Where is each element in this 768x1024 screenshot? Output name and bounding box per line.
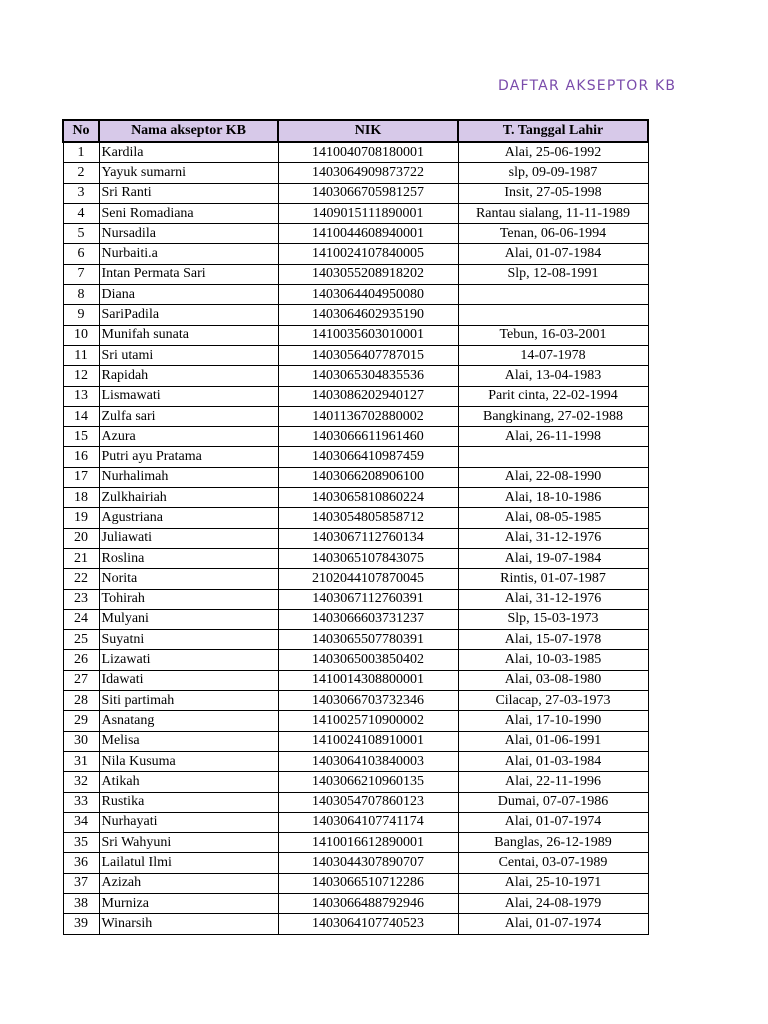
cell-tanggal-lahir — [458, 305, 648, 325]
cell-tanggal-lahir: Tebun, 16-03-2001 — [458, 325, 648, 345]
akseptor-table — [62, 119, 649, 935]
cell-tanggal-lahir: Alai, 15-07-1978 — [458, 630, 648, 650]
table-row — [63, 488, 648, 508]
cell-tanggal-lahir: 14-07-1978 — [458, 345, 648, 365]
cell-nik: 1403066410987459 — [278, 447, 458, 467]
cell-nik: 1403067112760134 — [278, 528, 458, 548]
cell-nik: 1403067112760391 — [278, 589, 458, 609]
cell-no: 26 — [63, 650, 99, 670]
cell-tanggal-lahir: Alai, 31-12-1976 — [458, 528, 648, 548]
cell-nama: Asnatang — [99, 711, 278, 731]
table-row — [63, 386, 648, 406]
cell-nama: Winarsih — [99, 914, 278, 934]
table-row — [63, 203, 648, 223]
cell-no: 38 — [63, 893, 99, 913]
cell-nik: 1403066603731237 — [278, 609, 458, 629]
cell-tanggal-lahir: Alai, 13-04-1983 — [458, 366, 648, 386]
cell-tanggal-lahir: Alai, 25-10-1971 — [458, 873, 648, 893]
table-row — [63, 142, 648, 163]
cell-no: 28 — [63, 691, 99, 711]
cell-nik: 1403064404950080 — [278, 285, 458, 305]
cell-nik: 1403066208906100 — [278, 467, 458, 487]
table-row — [63, 366, 648, 386]
cell-no: 9 — [63, 305, 99, 325]
table-row — [63, 569, 648, 589]
cell-nik: 1403064909873722 — [278, 163, 458, 183]
cell-nik: 1403065003850402 — [278, 650, 458, 670]
table-row — [63, 812, 648, 832]
cell-tanggal-lahir: Slp, 15-03-1973 — [458, 609, 648, 629]
cell-nama: Zulkhairiah — [99, 488, 278, 508]
cell-nama: Sri Ranti — [99, 183, 278, 203]
cell-no: 19 — [63, 508, 99, 528]
cell-tanggal-lahir: Parit cinta, 22-02-1994 — [458, 386, 648, 406]
cell-no: 16 — [63, 447, 99, 467]
table-row — [63, 548, 648, 568]
cell-tanggal-lahir: Alai, 24-08-1979 — [458, 893, 648, 913]
cell-no: 27 — [63, 670, 99, 690]
cell-nama: Atikah — [99, 772, 278, 792]
cell-no: 14 — [63, 406, 99, 426]
cell-no: 5 — [63, 224, 99, 244]
table-body — [63, 142, 648, 934]
cell-tanggal-lahir: Bangkinang, 27-02-1988 — [458, 406, 648, 426]
cell-tanggal-lahir — [458, 447, 648, 467]
cell-no: 20 — [63, 528, 99, 548]
table-row — [63, 325, 648, 345]
table-row — [63, 163, 648, 183]
table-row — [63, 853, 648, 873]
cell-nik: 1403065107843075 — [278, 548, 458, 568]
cell-nik: 2102044107870045 — [278, 569, 458, 589]
cell-nik: 1403054707860123 — [278, 792, 458, 812]
cell-tanggal-lahir: Alai, 22-08-1990 — [458, 467, 648, 487]
cell-no: 37 — [63, 873, 99, 893]
cell-tanggal-lahir: Dumai, 07-07-1986 — [458, 792, 648, 812]
cell-nama: Azura — [99, 427, 278, 447]
cell-nik: 1403086202940127 — [278, 386, 458, 406]
cell-no: 18 — [63, 488, 99, 508]
cell-nama: Zulfa sari — [99, 406, 278, 426]
cell-tanggal-lahir: Rintis, 01-07-1987 — [458, 569, 648, 589]
table-row — [63, 305, 648, 325]
cell-nama: Lizawati — [99, 650, 278, 670]
cell-no: 32 — [63, 772, 99, 792]
cell-tanggal-lahir: Alai, 01-07-1974 — [458, 914, 648, 934]
table-row — [63, 751, 648, 771]
cell-no: 13 — [63, 386, 99, 406]
cell-tanggal-lahir: Insit, 27-05-1998 — [458, 183, 648, 203]
table-row — [63, 873, 648, 893]
cell-no: 30 — [63, 731, 99, 751]
cell-nik: 1403056407787015 — [278, 345, 458, 365]
cell-nama: Nursadila — [99, 224, 278, 244]
table-row — [63, 528, 648, 548]
cell-nama: Intan Permata Sari — [99, 264, 278, 284]
cell-nama: Munifah sunata — [99, 325, 278, 345]
table-row — [63, 427, 648, 447]
cell-tanggal-lahir — [458, 285, 648, 305]
cell-nama: Azizah — [99, 873, 278, 893]
cell-no: 33 — [63, 792, 99, 812]
cell-nik: 1410014308800001 — [278, 670, 458, 690]
cell-nik: 1403065507780391 — [278, 630, 458, 650]
cell-nama: Sri utami — [99, 345, 278, 365]
cell-nama: Mulyani — [99, 609, 278, 629]
table-row — [63, 711, 648, 731]
cell-no: 34 — [63, 812, 99, 832]
cell-no: 31 — [63, 751, 99, 771]
cell-nik: 1403065810860224 — [278, 488, 458, 508]
cell-tanggal-lahir: Alai, 01-07-1974 — [458, 812, 648, 832]
cell-nama: Seni Romadiana — [99, 203, 278, 223]
cell-nik: 1410035603010001 — [278, 325, 458, 345]
cell-nik: 1403064107741174 — [278, 812, 458, 832]
table-row — [63, 650, 648, 670]
table-row — [63, 285, 648, 305]
cell-tanggal-lahir: Slp, 12-08-1991 — [458, 264, 648, 284]
cell-no: 17 — [63, 467, 99, 487]
table-row — [63, 792, 648, 812]
cell-tanggal-lahir: Tenan, 06-06-1994 — [458, 224, 648, 244]
cell-nama: Nurhalimah — [99, 467, 278, 487]
cell-no: 6 — [63, 244, 99, 264]
cell-tanggal-lahir: Alai, 31-12-1976 — [458, 589, 648, 609]
cell-no: 1 — [63, 142, 99, 163]
table-header-row — [63, 120, 648, 142]
cell-tanggal-lahir: Alai, 17-10-1990 — [458, 711, 648, 731]
cell-tanggal-lahir: Alai, 18-10-1986 — [458, 488, 648, 508]
cell-nik: 1403066488792946 — [278, 893, 458, 913]
cell-nik: 1410025710900002 — [278, 711, 458, 731]
cell-no: 8 — [63, 285, 99, 305]
cell-nama: Siti partimah — [99, 691, 278, 711]
cell-tanggal-lahir: Alai, 19-07-1984 — [458, 548, 648, 568]
table-row — [63, 447, 648, 467]
cell-no: 36 — [63, 853, 99, 873]
table-row — [63, 508, 648, 528]
cell-no: 35 — [63, 833, 99, 853]
cell-nama: Rustika — [99, 792, 278, 812]
cell-nik: 1403066703732346 — [278, 691, 458, 711]
table-row — [63, 609, 648, 629]
cell-nama: Suyatni — [99, 630, 278, 650]
cell-nama: Nila Kusuma — [99, 751, 278, 771]
cell-no: 39 — [63, 914, 99, 934]
cell-nik: 1410024108910001 — [278, 731, 458, 751]
cell-nik: 1410040708180001 — [278, 142, 458, 163]
column-header-nama: Nama akseptor KB — [99, 120, 278, 142]
cell-tanggal-lahir: Alai, 03-08-1980 — [458, 670, 648, 690]
table-row — [63, 183, 648, 203]
cell-nama: Putri ayu Pratama — [99, 447, 278, 467]
cell-tanggal-lahir: Alai, 10-03-1985 — [458, 650, 648, 670]
column-header-tanggal-lahir: T. Tanggal Lahir — [458, 120, 648, 142]
cell-nik: 1409015111890001 — [278, 203, 458, 223]
cell-nama: Melisa — [99, 731, 278, 751]
cell-tanggal-lahir: Alai, 26-11-1998 — [458, 427, 648, 447]
table-row — [63, 224, 648, 244]
cell-nama: Lismawati — [99, 386, 278, 406]
cell-nik: 1401136702880002 — [278, 406, 458, 426]
cell-no: 7 — [63, 264, 99, 284]
column-header-no: No — [63, 120, 99, 142]
cell-nama: Yayuk sumarni — [99, 163, 278, 183]
cell-no: 2 — [63, 163, 99, 183]
cell-nik: 1403044307890707 — [278, 853, 458, 873]
table-row — [63, 264, 648, 284]
cell-nik: 1403066510712286 — [278, 873, 458, 893]
cell-nama: Diana — [99, 285, 278, 305]
cell-nama: Kardila — [99, 142, 278, 163]
column-header-nik: NIK — [278, 120, 458, 142]
cell-no: 3 — [63, 183, 99, 203]
cell-nik: 1403066705981257 — [278, 183, 458, 203]
table-row — [63, 345, 648, 365]
cell-nik: 1403064602935190 — [278, 305, 458, 325]
cell-no: 11 — [63, 345, 99, 365]
cell-nama: Idawati — [99, 670, 278, 690]
page-title: DAFTAR AKSEPTOR KB — [498, 78, 677, 94]
table-row — [63, 670, 648, 690]
cell-tanggal-lahir: Alai, 08-05-1985 — [458, 508, 648, 528]
cell-tanggal-lahir: Alai, 25-06-1992 — [458, 142, 648, 163]
cell-no: 4 — [63, 203, 99, 223]
table-row — [63, 893, 648, 913]
cell-nik: 1403055208918202 — [278, 264, 458, 284]
cell-tanggal-lahir: Rantau sialang, 11-11-1989 — [458, 203, 648, 223]
cell-nik: 1403064103840003 — [278, 751, 458, 771]
cell-tanggal-lahir: Banglas, 26-12-1989 — [458, 833, 648, 853]
table-row — [63, 630, 648, 650]
table-row — [63, 406, 648, 426]
cell-no: 12 — [63, 366, 99, 386]
cell-tanggal-lahir: Centai, 03-07-1989 — [458, 853, 648, 873]
cell-tanggal-lahir: Alai, 01-06-1991 — [458, 731, 648, 751]
cell-tanggal-lahir: slp, 09-09-1987 — [458, 163, 648, 183]
cell-nik: 1410024107840005 — [278, 244, 458, 264]
cell-nama: Sri Wahyuni — [99, 833, 278, 853]
table-row — [63, 589, 648, 609]
table-row — [63, 833, 648, 853]
cell-nama: SariPadila — [99, 305, 278, 325]
cell-no: 23 — [63, 589, 99, 609]
table-row — [63, 467, 648, 487]
cell-nama: Nurbaiti.a — [99, 244, 278, 264]
cell-no: 25 — [63, 630, 99, 650]
cell-nama: Agustriana — [99, 508, 278, 528]
cell-nama: Nurhayati — [99, 812, 278, 832]
table-row — [63, 691, 648, 711]
cell-nama: Roslina — [99, 548, 278, 568]
cell-nama: Tohirah — [99, 589, 278, 609]
cell-tanggal-lahir: Alai, 01-07-1984 — [458, 244, 648, 264]
table-row — [63, 914, 648, 934]
cell-nama: Rapidah — [99, 366, 278, 386]
table-row — [63, 731, 648, 751]
cell-nama: Murniza — [99, 893, 278, 913]
cell-no: 29 — [63, 711, 99, 731]
table-row — [63, 772, 648, 792]
cell-no: 22 — [63, 569, 99, 589]
cell-no: 10 — [63, 325, 99, 345]
cell-nama: Juliawati — [99, 528, 278, 548]
cell-nama: Norita — [99, 569, 278, 589]
cell-nik: 1403065304835536 — [278, 366, 458, 386]
cell-nik: 1403064107740523 — [278, 914, 458, 934]
cell-tanggal-lahir: Alai, 01-03-1984 — [458, 751, 648, 771]
cell-tanggal-lahir: Alai, 22-11-1996 — [458, 772, 648, 792]
cell-nik: 1403066210960135 — [278, 772, 458, 792]
cell-nama: Lailatul Ilmi — [99, 853, 278, 873]
cell-nik: 1403066611961460 — [278, 427, 458, 447]
cell-nik: 1403054805858712 — [278, 508, 458, 528]
table-row — [63, 244, 648, 264]
cell-nik: 1410016612890001 — [278, 833, 458, 853]
cell-nik: 1410044608940001 — [278, 224, 458, 244]
cell-tanggal-lahir: Cilacap, 27-03-1973 — [458, 691, 648, 711]
cell-no: 15 — [63, 427, 99, 447]
cell-no: 21 — [63, 548, 99, 568]
cell-no: 24 — [63, 609, 99, 629]
